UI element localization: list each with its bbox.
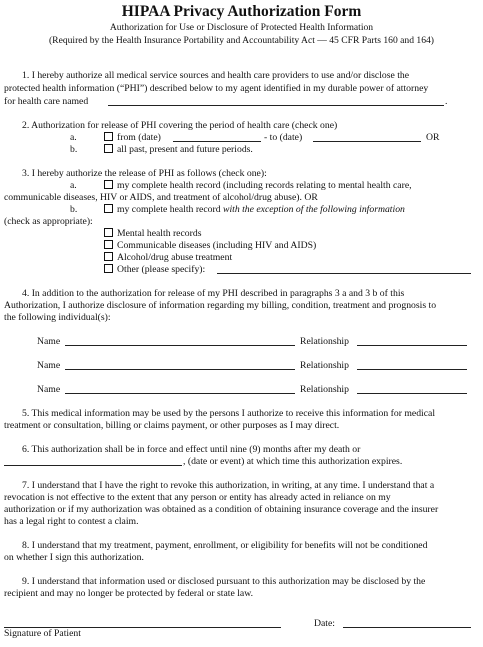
item2-a-option[interactable] [104,132,161,144]
period-range-checkbox[interactable] [104,132,113,141]
record-with-exceptions-checkbox[interactable] [104,204,113,213]
item8-line1: 8. I understand that my treatment, payment, enrollment, or eligibility for benefits will not be conditioned [22,540,428,551]
signature-date-field[interactable] [343,627,471,628]
name-field-1[interactable] [65,345,295,346]
to-date-field[interactable] [313,141,421,142]
item2-b-option[interactable] [104,144,253,156]
alcohol-drug-label: Alcohol/drug abuse treatment [117,252,233,263]
item5-line2: treatment or consultation, billing or claims payment, or other purposes as I may direct. [4,420,340,431]
complete-record-label: my complete health record (including records relating to mental health care, [117,180,412,191]
item9-line1: 9. I understand that information used or disclosed pursuant to this authorization may be disclosed by the [22,576,426,587]
name-label-3: Name [37,384,61,395]
item1-line1: 1. I hereby authorize all medical service sources and health care providers to use and/or disclose the [22,70,410,81]
name-label-1: Name [37,336,61,347]
form-regulation-note: (Required by the Health Insurance Portability and Accountability Act — 45 CFR Parts 160 and 164) [48,35,434,46]
item7-line2: revocation is not effective to the extent that any person or entity has already acted in reliance on my [4,492,391,503]
item3-a-continuation: communicable diseases, HIV or AIDS, and treatment of alcohol/drug abuse). OR [4,192,318,203]
name-field-3[interactable] [65,393,295,394]
relationship-label-3: Relationship [300,384,349,395]
mental-health-checkbox[interactable] [104,228,113,237]
item6-line2: , (date or event) at which time this authorization expires. [183,456,403,467]
form-subtitle: Authorization for Use or Disclosure of Protected Health Information [109,22,374,33]
all-periods-label: all past, present and future periods. [117,144,253,155]
other-label: Other (please specify): [117,264,206,275]
agent-name-field[interactable] [108,105,444,106]
signature-label: Signature of Patient [4,628,81,639]
item6-line1: 6. This authorization shall be in force and effect until nine (9) months after my death or [22,444,361,455]
item7-line1: 7. I understand that I have the right to revoke this authorization, in writing, at any time. I understand that a [22,480,435,491]
item7-line4: has a legal right to contest a claim. [4,516,139,527]
record-with-exceptions-label: my complete health record [117,204,221,215]
other-checkbox[interactable] [104,264,113,273]
exception-option-communicable[interactable] [104,240,316,252]
exception-option-mental-health[interactable] [104,228,201,240]
item2-or: OR [426,132,440,143]
all-periods-checkbox[interactable] [104,144,113,153]
item2-a-label: a. [70,132,77,143]
item1-end: . [445,96,448,107]
relationship-field-2[interactable] [357,369,467,370]
item9-line2: recipient and may no longer be protected by federal or state law. [4,588,253,599]
item2-line1: 2. Authorization for release of PHI covering the period of health care (check one) [22,120,338,131]
item2-b-label: b. [70,144,78,155]
item8-line2: on whether I sign this authorization. [4,552,144,563]
relationship-field-1[interactable] [357,345,467,346]
item5-line1: 5. This medical information may be used by the persons I authorize to receive this information for medical [22,408,436,419]
item1-line2: protected health information (“PHI”) described below to my agent identified in my durable power of attorney [4,83,429,94]
from-date-field[interactable] [173,141,261,142]
item1-line3: for health care named [4,96,89,107]
relationship-label-1: Relationship [300,336,349,347]
relationship-label-2: Relationship [300,360,349,371]
item3-a-option[interactable] [104,180,412,192]
exception-option-other[interactable] [104,264,205,276]
communicable-diseases-label: Communicable diseases (including HIV and AIDS) [117,240,317,251]
expiration-event-field[interactable] [4,465,182,466]
from-date-label: from (date) [117,132,161,143]
item4-line1: 4. In addition to the authorization for release of my PHI described in paragraphs 3 a and 3 b of this [22,288,405,299]
relationship-field-3[interactable] [357,393,467,394]
alcohol-drug-checkbox[interactable] [104,252,113,261]
item4-line2: Authorization, I authorize disclosure of information regarding my billing, condition, treatment and prognosis to [4,300,437,311]
date-label: Date: [314,618,335,629]
exceptions-note: with the exception of the following information [222,204,405,215]
item4-line3: the following individual(s): [4,312,111,323]
communicable-diseases-checkbox[interactable] [104,240,113,249]
name-field-2[interactable] [65,369,295,370]
mental-health-label: Mental health records [117,228,202,239]
item3-a-label: a. [70,180,77,191]
complete-record-checkbox[interactable] [104,180,113,189]
item3-b-option[interactable] [104,204,405,216]
item7-line3: authorization or if my authorization was obtained as a condition of obtaining insurance coverage and the insurer [4,504,439,515]
form-title: HIPAA Privacy Authorization Form [121,3,362,20]
item3-b-continuation: (check as appropriate): [4,216,93,227]
item3-line1: 3. I hereby authorize the release of PHI as follows (check one): [22,168,267,179]
name-label-2: Name [37,360,61,371]
item3-b-label: b. [70,204,78,215]
other-specify-field[interactable] [217,273,471,274]
to-date-label: - to (date) [264,132,303,143]
exception-option-alcohol-drug[interactable] [104,252,232,264]
